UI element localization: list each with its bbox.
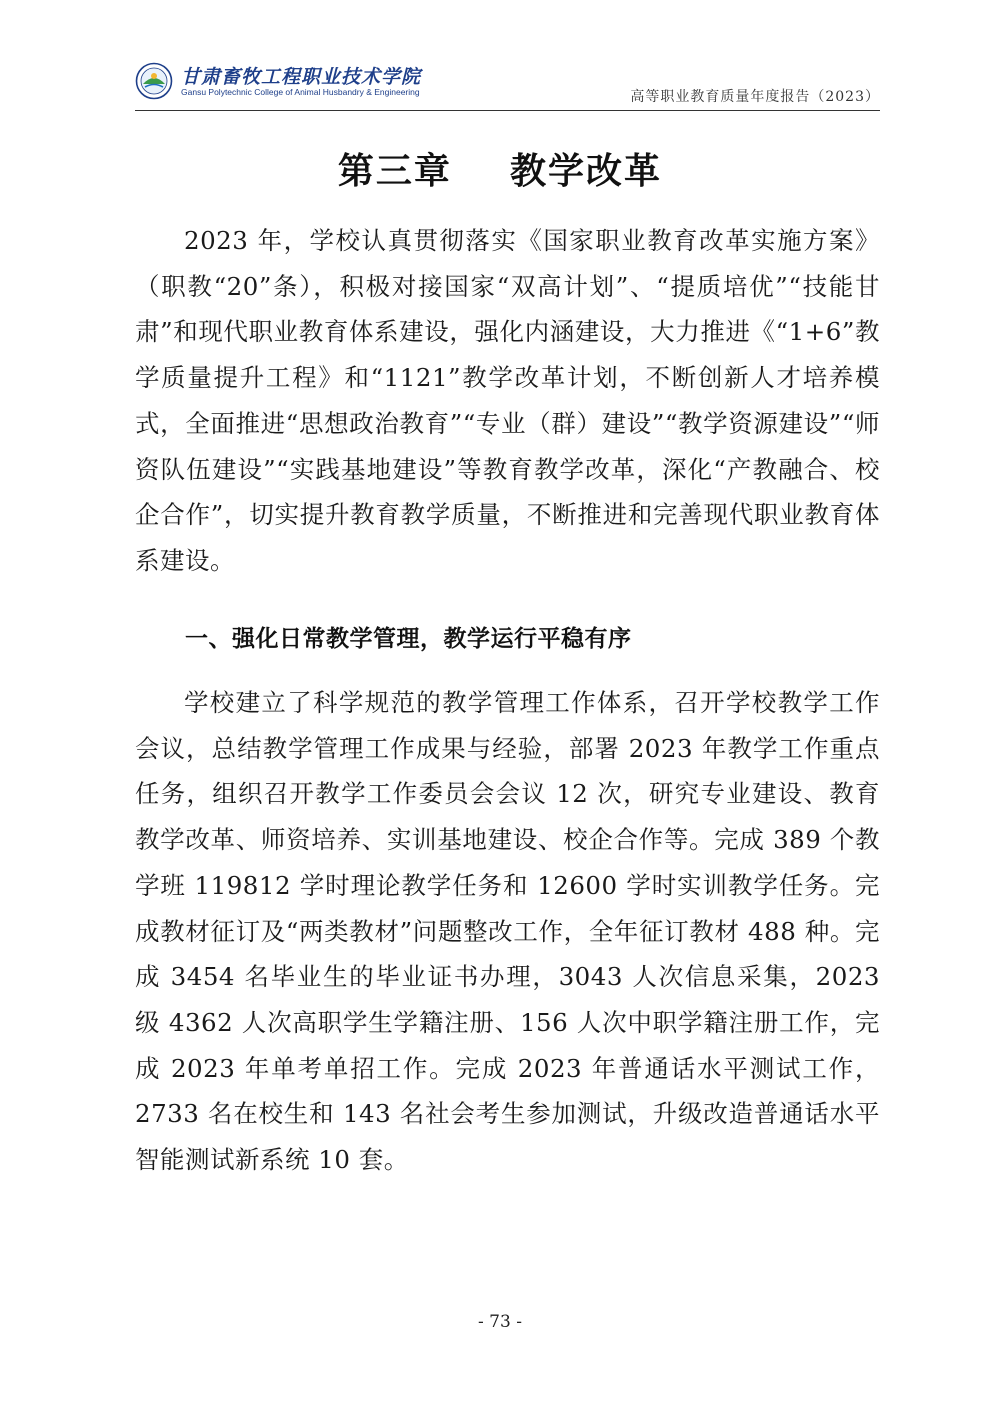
college-logo-icon: [135, 62, 173, 100]
school-name-cn: 甘肃畜牧工程职业技术学院: [181, 66, 422, 88]
section-paragraph: 学校建立了科学规范的教学管理工作体系，召开学校教学工作会议，总结教学管理工作成果与经验，部署 2023 年教学工作重点任务，组织召开教学工作委员会会议 12 次，研究专业建设、教育教学改革、师资培养、实训基地建设、校企合作等。完成 389 个教学班 119812 学时理论教学任务和 12600 学时实训教学任务。完成教材征订及“两类教材”问题整改工作，全年征订教材 488 种。完成 3454 名毕业生的毕业证书办理，3043 人次信息采集，2023 级 4362 人次高职学生学籍注册、156 人次中职学籍注册工作，完成 2023 年单考单招工作。完成 2023 年普通话水平测试工作，2733 名在校生和 143 名社会考生参加测试，升级改造普通话水平智能测试新系统 10 套。: [135, 688, 880, 1175]
report-title: 高等职业教育质量年度报告（2023）: [630, 89, 880, 105]
page-header: [135, 58, 880, 111]
school-name-en: Gansu Polytechnic College of Animal Husbandry & Engineering: [181, 87, 420, 97]
section-heading: 一、强化日常教学管理，教学运行平稳有序: [185, 626, 632, 652]
page-number: - 73 -: [478, 1312, 522, 1332]
intro-paragraph: 2023 年，学校认真贯彻落实《国家职业教育改革实施方案》（职教“20”条），积极对接国家“双高计划”、“提质培优”“技能甘肃”和现代职业教育体系建设，强化内涵建设，大力推进《“1+6”教学质量提升工程》和“1121”教学改革计划，不断创新人才培养模式，全面推进“思想政治教育”“专业（群）建设”“教学资源建设”“师资队伍建设”“实践基地建设”等教育教学改革，深化“产教融合、校企合作”，切实提升教育教学质量，不断推进和完善现代职业教育体系建设。: [135, 226, 880, 575]
chapter-title: 第三章 教学改革: [337, 150, 663, 192]
